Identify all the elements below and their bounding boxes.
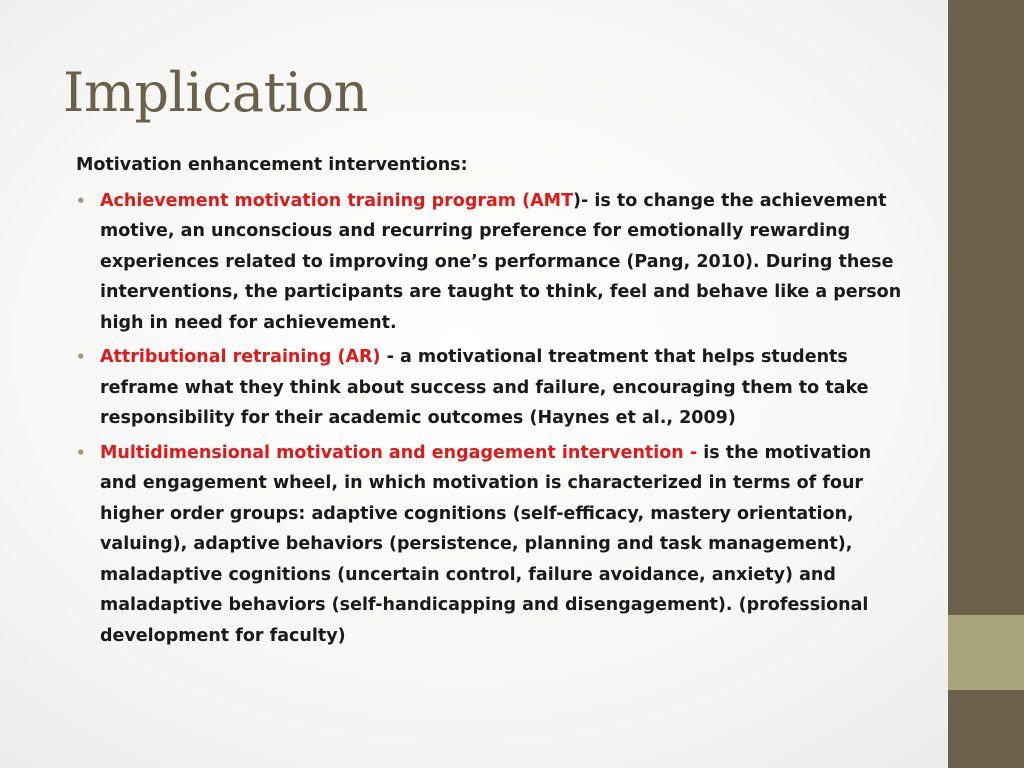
bullet-dot-icon: • bbox=[76, 191, 86, 210]
bullet-item-ar bbox=[76, 342, 906, 434]
intro-text: Motivation enhancement interventions: bbox=[76, 155, 468, 175]
bullet-text-amt: )- is to change the achievement motive, an unconscious and recurring preference for emotionally rewarding experiences related to improving one’s performance (Pang, 2010). During these interventions, the participants are taught to think, feel and behave like a person high in need for achievement. bbox=[100, 190, 902, 333]
bullet-item-amt bbox=[76, 186, 906, 339]
bullet-term-ar: Attributional retraining (AR) bbox=[100, 347, 381, 367]
bullet-text-mmei: is the motivation and engagement wheel, in which motivation is characterized in terms of four higher order groups: adaptive cognitions (self-efficacy, mastery orientation, valuing), adaptive behaviors (persistence, planning and task management), maladaptive cognitions (uncertain control, failure avoidance, anxiety) and maladaptive behaviors (self-handicapping and disengagement). (professional development for faculty) bbox=[100, 442, 872, 646]
slide-content bbox=[76, 150, 906, 655]
bullet-dot-icon: • bbox=[76, 443, 86, 462]
bullet-term-amt: Achievement motivation training program (AMT bbox=[100, 190, 574, 211]
side-band-accent-block bbox=[948, 615, 1024, 690]
bullet-dot-icon: • bbox=[76, 348, 86, 366]
bullet-item-mmei bbox=[76, 438, 906, 652]
bullet-list bbox=[76, 186, 906, 652]
slide-title: Implication bbox=[63, 61, 368, 124]
bullet-term-mmei: Multidimensional motivation and engagement intervention - bbox=[100, 442, 698, 463]
decorative-side-band bbox=[948, 0, 1024, 768]
bullet-text-ar: - a motivational treatment that helps students reframe what they think about success and failure, encouraging them to take responsibility for their academic outcomes (Haynes et al., 2009) bbox=[100, 347, 869, 428]
